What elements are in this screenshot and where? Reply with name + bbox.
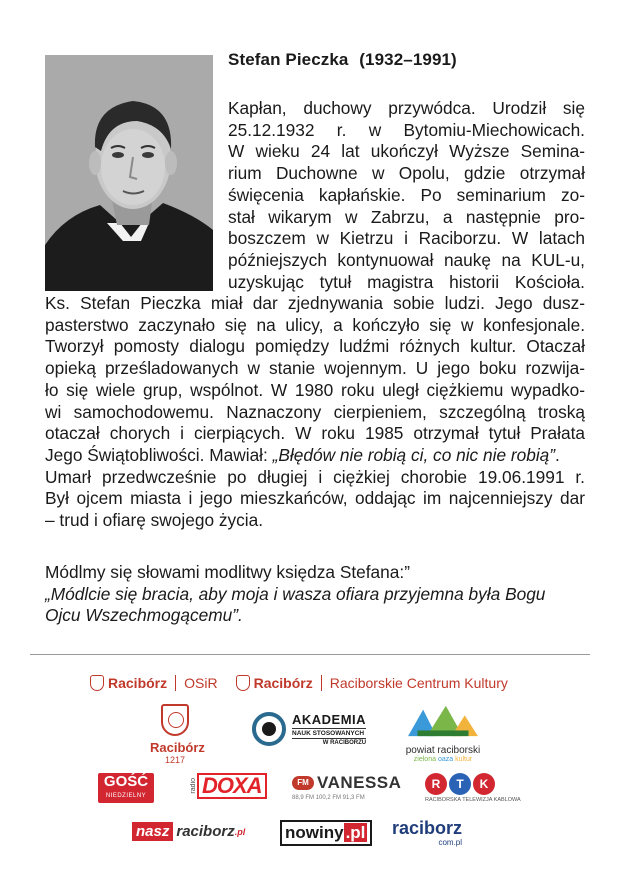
doxa-radio-label: radio <box>190 778 197 794</box>
powiat-logo <box>402 704 484 763</box>
rtk-letter: R <box>425 773 447 795</box>
biography-body <box>45 293 585 532</box>
raciborz-logo-text: Racibórz <box>108 675 168 691</box>
nowiny-domain: .pl <box>345 823 366 842</box>
person-name: Stefan Pieczka <box>228 50 349 69</box>
bio-line: otaczał chorych i cierpiących. W roku 1985 otrzymał tytuł Prałata <box>45 423 585 444</box>
bio-motto-prefix: Jego Świątobliwości. Mawiał: <box>45 444 273 465</box>
bio-motto: „Błędów nie robią ci, co nic nie robią” <box>272 444 556 465</box>
bio-line: wi samochodowemu. Naznaczony cierpieniem, szczególną troską <box>45 401 585 422</box>
akademia-ring-icon <box>252 712 286 746</box>
osir-logo-text: OSiR <box>184 675 218 691</box>
nasz-raciborz-logo <box>132 822 245 841</box>
akademia-logo <box>252 712 366 746</box>
bio-line: opieką prześladowanych w stanie wojennym. U jego boku rozwija- <box>45 358 585 379</box>
bio-line: – trud i ofiarę swojego życia. <box>45 510 264 531</box>
rtk-logo <box>425 773 521 803</box>
bio-line: Tworzył pomosty dialogu pomiędzy ludźmi różnych kultur. Otaczał <box>45 336 585 357</box>
prayer-quote-line: Ojcu Wszechmogącemu”. <box>45 605 243 626</box>
powiat-name: powiat raciborski <box>405 745 481 756</box>
nasz-raciborz-label: raciborz <box>176 823 235 840</box>
bio-line: święcenia kapłańskie. Po seminarium zo- <box>228 184 585 205</box>
bio-motto-line <box>45 445 585 467</box>
prayer-section <box>45 562 585 627</box>
powiat-tagline: zielona oaza kultur <box>413 756 473 763</box>
bio-line: stał wikarym w Zabrzu, a następnie pro- <box>228 206 585 227</box>
akademia-city: W RACIBORZU <box>322 740 367 746</box>
vanessa-frequencies: 88,9 FM 100,2 FM 91,3 FM <box>292 795 365 801</box>
prayer-intro: Módlmy się słowami modlitwy księdza Stefana:” <box>45 562 410 582</box>
raciborz-logo-text: Racibórz <box>253 675 313 691</box>
rtk-subtitle: RACIBORSKA TELEWIZJA KABLOWA <box>425 797 521 803</box>
bio-line: boszczem w Kietrzu i Raciborzu. W latach <box>228 228 585 249</box>
bio-line: rium Duchowne w Opolu, gdzie otrzymał <box>228 163 585 184</box>
bio-line: Umarł przedwcześnie po długiej i ciężkiej chorobie 19.06.1991 r. <box>45 466 585 487</box>
bio-line: 25.12.1932 r. w Bytomiu-Miechowicach. <box>228 119 585 140</box>
separator <box>321 675 322 691</box>
divider <box>30 654 590 655</box>
rck-logo-text: Raciborskie Centrum Kultury <box>329 675 508 691</box>
bio-line: Ks. Stefan Pieczka miał dar zjednywania sobie ludzi. Jego dusz- <box>45 293 585 313</box>
bio-line: Był ojcem miasta i jego mieszkańców, oddając im najcenniejszy dar <box>45 488 585 509</box>
bio-line: W wieku 24 lat ukończył Wyższe Semina- <box>228 141 585 162</box>
nasz-label: nasz <box>132 822 173 841</box>
vanessa-title: VANESSA <box>317 773 402 792</box>
bio-line: późniejszych kontynuował naukę na KUL-u, <box>228 249 585 270</box>
nowiny-logo <box>280 820 372 846</box>
radio-vanessa-logo <box>292 773 401 801</box>
raciborz-com-domain: com.pl <box>438 838 463 847</box>
portrait-photo <box>45 55 213 291</box>
radio-doxa-logo <box>190 773 267 799</box>
bio-line: ło się wiele grup, wspólnot. W 1980 roku uległ ciężkiemu wypadko- <box>45 379 585 400</box>
raciborz-emblem-icon <box>90 675 104 691</box>
raciborz-com-title: raciborz <box>392 818 463 838</box>
gosc-subtitle: NIEDZIELNY <box>105 793 147 799</box>
nasz-domain: .pl <box>234 826 246 837</box>
person-years: (1932–1991) <box>359 50 457 69</box>
powiat-mountains-icon <box>402 704 484 738</box>
raciborz-emblem-icon <box>236 675 250 691</box>
crest-year: 1217 <box>164 755 186 765</box>
bio-line: pasterstwo zaczynało się na ulicy, a kończyło się w konfesjonale. <box>45 314 585 335</box>
prayer-quote-line: „Módlcie się bracia, aby moja i wasza ofiara przyjemna była Bogu <box>45 583 546 604</box>
gosc-niedzielny-logo <box>98 773 154 803</box>
gosc-title: GOŚĆ <box>103 773 149 790</box>
bio-motto-suffix: . <box>555 444 560 465</box>
akademia-title: AKADEMIA <box>292 712 367 727</box>
doxa-title: DOXA <box>197 773 267 799</box>
rtk-letter: T <box>449 773 471 795</box>
biography-intro <box>228 98 585 293</box>
person-heading <box>228 50 457 70</box>
bio-line: Kapłan, duchowy przywódca. Urodził się <box>228 98 585 118</box>
crest-shield-icon <box>161 704 189 736</box>
crest-name: Racibórz <box>150 740 205 755</box>
sponsor-row-top <box>90 672 508 694</box>
raciborz-com-logo <box>392 818 462 847</box>
raciborz-crest-logo <box>150 704 205 765</box>
nowiny-label: nowiny <box>285 823 344 842</box>
bio-line: uzyskując tytuł magistra historii Kościoła. <box>228 271 585 292</box>
akademia-subtitle: NAUK STOSOWANYCH <box>292 730 365 737</box>
rtk-letter: K <box>473 773 495 795</box>
separator <box>175 675 176 691</box>
vanessa-fm-badge: FM <box>292 776 314 790</box>
